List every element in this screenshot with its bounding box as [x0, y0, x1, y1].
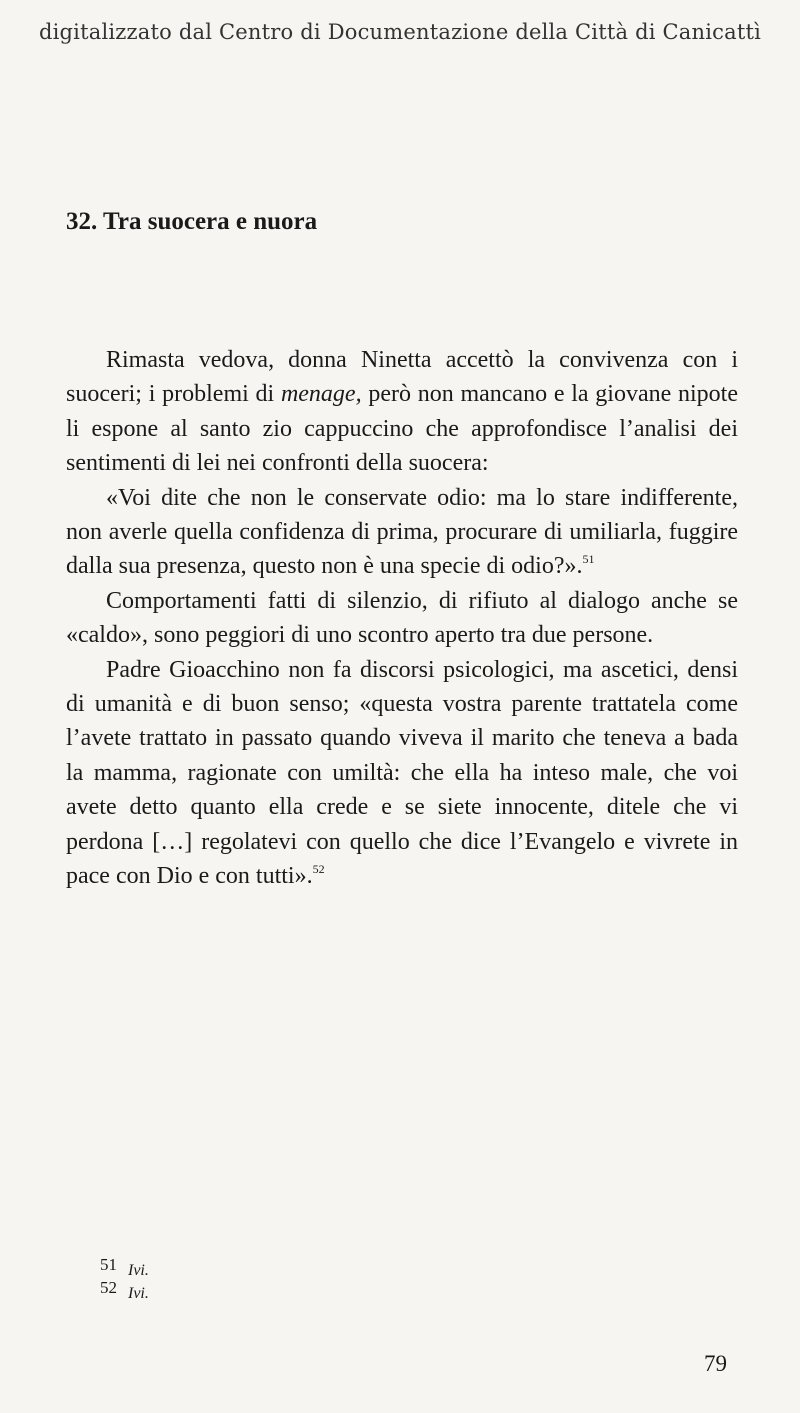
- italic-term: menage,: [280, 381, 362, 408]
- footnote-marker: 51: [582, 552, 595, 567]
- paragraph: [66, 481, 738, 584]
- paragraph-text: Rimasta vedova, donna Ninetta accettò la convivenza con i suoceri; i problemi di: [66, 347, 738, 408]
- chapter-title: 32. Tra suocera e nuora: [66, 208, 318, 235]
- paragraph: [66, 343, 738, 481]
- paragraph: [66, 653, 738, 894]
- footnote-number: 51: [100, 1255, 117, 1274]
- footnote-number: 52: [100, 1278, 117, 1297]
- footnote-text: Ivi.: [128, 1285, 149, 1302]
- paragraph-text: Padre Gioacchino non fa discorsi psicologici, ma ascetici, densi di umanità e di buon senso; «questa vostra parente trattatela come l’avete trattato in passato quando viveva il marito che teneva a bada la mamma, ragionate con umiltà: che ella ha inteso male, che voi avete detto quanto ella crede e se siete innocente, ditele che vi perdona […] regolatevi con quello che dice l’Evangelo e vivrete in pace con Dio e con tutti».: [66, 656, 738, 890]
- paragraph: [66, 584, 738, 653]
- paragraph-text: però non mancano e la giovane nipote li espone al santo zio cappuccino che approfondisce l’analisi dei sentimenti di lei nei confronti della suocera:: [66, 381, 738, 477]
- footnote: [100, 1254, 149, 1277]
- footnotes: [100, 1254, 149, 1300]
- footnote-text: Ivi.: [128, 1262, 149, 1279]
- footnote-marker: 52: [312, 862, 325, 877]
- page-number: 79: [704, 1351, 727, 1376]
- paragraph-text: «Voi dite che non le conservate odio: ma lo stare indifferente, non averle quella confidenza di prima, procurare di umiliarla, fuggire dalla sua presenza, questo non è una specie di odio?».: [66, 484, 738, 580]
- digitization-watermark: digitalizzato dal Centro di Documentazione della Città di Canicattì: [38, 20, 762, 44]
- body-text: [66, 343, 738, 894]
- paragraph-text: Comportamenti fatti di silenzio, di rifiuto al dialogo anche se «caldo», sono peggiori di uno scontro aperto tra due persone.: [66, 587, 738, 649]
